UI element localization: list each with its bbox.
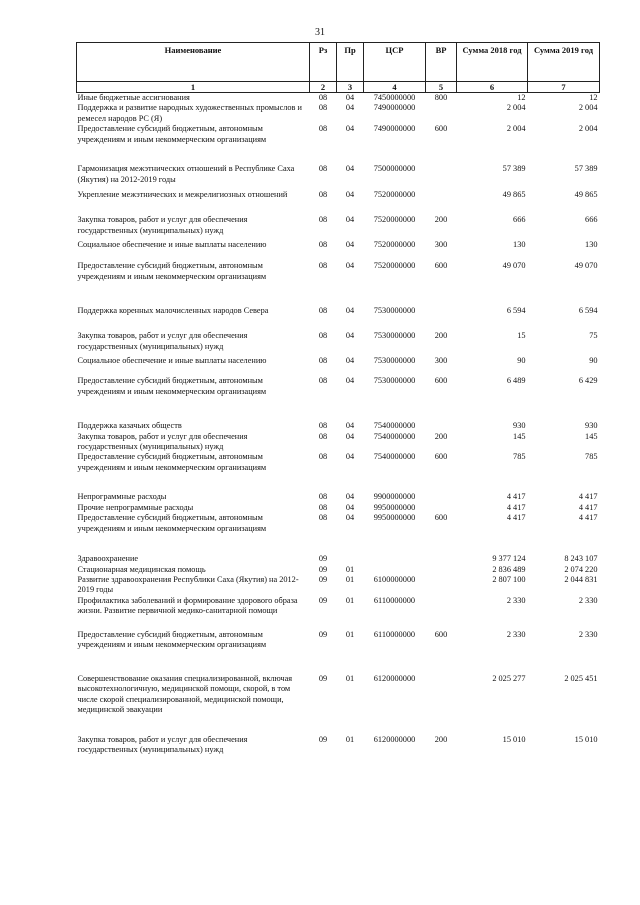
row-rz: 09	[318, 673, 328, 683]
table-row	[77, 513, 600, 554]
row-name: Развитие здравоохранения Республики Саха (Якутия) на 2012-2019 годы	[77, 575, 299, 595]
row-name: Закупка товаров, работ и услуг для обеспечения государственных (муниципальных) нужд	[77, 215, 248, 235]
row-name: Предоставление субсидий бюджетным, автономным учреждениям и иным некоммерческим организациям	[77, 124, 267, 144]
row-rz: 08	[318, 331, 328, 341]
row-pr: 04	[345, 513, 355, 523]
row-sum-2019: 930	[585, 421, 598, 431]
table-row	[77, 103, 600, 124]
table-row	[77, 306, 600, 331]
row-pr: 04	[345, 240, 355, 250]
table-row	[77, 376, 600, 421]
row-rz: 08	[318, 421, 328, 431]
row-csr: 6120000000	[373, 673, 416, 683]
column-number-row	[77, 82, 600, 93]
row-sum-2018: 57 389	[502, 164, 526, 174]
row-name: Иные бюджетные ассигнования	[77, 93, 190, 102]
row-pr: 04	[345, 431, 355, 441]
row-pr: 04	[345, 215, 355, 225]
column-number: 2	[310, 82, 337, 93]
row-vr: 200	[434, 431, 448, 441]
row-vr: 600	[434, 452, 448, 462]
row-rz: 08	[318, 452, 328, 462]
row-sum-2019: 2 330	[578, 629, 598, 639]
row-pr: 04	[345, 331, 355, 341]
row-pr: 04	[345, 124, 355, 134]
row-name: Укрепление межэтнических и межрелигиозных отношений	[77, 190, 288, 200]
row-rz: 08	[318, 240, 328, 250]
table-row	[77, 630, 600, 674]
table-row	[77, 735, 600, 765]
row-sum-2019: 4 417	[578, 513, 598, 523]
table-row	[77, 240, 600, 261]
row-rz: 08	[318, 103, 328, 113]
row-csr: 7520000000	[373, 190, 416, 200]
row-sum-2019: 2 025 451	[564, 673, 598, 683]
table-row	[77, 432, 600, 453]
row-sum-2019: 6 594	[578, 306, 598, 316]
row-pr: 01	[345, 595, 355, 605]
column-number: 4	[364, 82, 426, 93]
header-rz: Рз	[310, 43, 337, 82]
row-csr: 7530000000	[373, 331, 416, 341]
row-vr: 200	[434, 331, 448, 341]
table-row	[77, 565, 600, 575]
row-sum-2018: 12	[517, 93, 526, 102]
table-row	[77, 261, 600, 306]
row-csr	[364, 565, 426, 575]
row-csr: 7540000000	[373, 452, 416, 462]
row-sum-2019: 130	[585, 240, 598, 250]
row-pr: 04	[345, 103, 355, 113]
row-rz: 08	[318, 261, 328, 271]
row-name: Непрограммные расходы	[77, 492, 167, 502]
row-rz: 08	[318, 124, 328, 134]
row-pr: 01	[345, 564, 355, 574]
row-csr: 6120000000	[373, 734, 416, 744]
table-row	[77, 124, 600, 164]
row-csr: 7490000000	[373, 103, 416, 113]
table-header-row	[77, 43, 600, 82]
row-sum-2018: 15 010	[502, 734, 526, 744]
row-csr: 7520000000	[373, 261, 416, 271]
row-rz: 09	[318, 575, 328, 585]
row-vr	[426, 674, 457, 735]
row-pr: 04	[345, 356, 355, 366]
row-vr	[426, 565, 457, 575]
table-row	[77, 503, 600, 513]
row-vr: 200	[434, 734, 448, 744]
row-csr: 7500000000	[373, 164, 416, 174]
row-csr: 6110000000	[373, 595, 416, 605]
row-sum-2018: 666	[513, 215, 526, 225]
row-pr: 01	[345, 734, 355, 744]
row-rz: 09	[318, 629, 328, 639]
column-number: 1	[77, 82, 310, 93]
row-name: Социальное обеспечение и иные выплаты населению	[77, 240, 267, 250]
budget-table	[76, 42, 599, 765]
row-pr: 04	[345, 502, 355, 512]
table-row	[77, 452, 600, 492]
row-sum-2019: 15 010	[574, 734, 598, 744]
row-rz: 09	[318, 734, 328, 744]
table-row	[77, 93, 600, 104]
row-vr: 600	[434, 376, 448, 386]
header-vr: ВР	[426, 43, 457, 82]
row-vr	[426, 596, 457, 630]
row-sum-2018: 49 865	[502, 190, 526, 200]
row-sum-2019: 2 074 220	[564, 564, 598, 574]
header-pr: Пр	[337, 43, 364, 82]
row-csr: 7450000000	[373, 93, 416, 102]
row-sum-2018: 2 025 277	[492, 673, 526, 683]
row-sum-2018: 145	[513, 431, 526, 441]
row-csr: 9950000000	[373, 513, 416, 523]
row-rz: 08	[318, 215, 328, 225]
row-csr: 6100000000	[373, 575, 416, 585]
table-row	[77, 575, 600, 596]
column-number: 5	[426, 82, 457, 93]
table-row	[77, 492, 600, 502]
row-sum-2019: 2 004	[578, 103, 598, 113]
row-sum-2019: 2 004	[578, 124, 598, 134]
table-body	[77, 93, 600, 765]
row-rz: 09	[318, 595, 328, 605]
row-pr: 04	[345, 376, 355, 386]
row-pr: 01	[345, 629, 355, 639]
row-sum-2018: 930	[513, 421, 526, 431]
row-vr: 600	[434, 513, 448, 523]
row-sum-2018: 15	[517, 331, 526, 341]
row-vr	[426, 554, 457, 564]
row-vr	[426, 421, 457, 431]
row-name: Совершенствование оказания специализированной, включая высокотехнологичную, медицинской помощи, скорой, в том числе скорой специализированной, медицинской помощи, медицинской эвакуации	[77, 673, 293, 715]
row-sum-2018: 90	[517, 356, 526, 366]
row-rz: 08	[318, 164, 328, 174]
row-vr: 300	[434, 240, 448, 250]
row-name: Гармонизация межэтнических отношений в Республике Саха (Якутия) на 2012-2019 годы	[77, 164, 295, 184]
header-csr: ЦСР	[364, 43, 426, 82]
row-sum-2019: 49 865	[574, 190, 598, 200]
row-vr	[426, 164, 457, 190]
row-sum-2019: 666	[585, 215, 598, 225]
row-vr: 300	[434, 356, 448, 366]
row-vr	[426, 503, 457, 513]
row-csr: 9950000000	[373, 502, 416, 512]
header-sum-2019: Сумма 2019 год	[528, 43, 600, 82]
row-sum-2019: 75	[589, 331, 598, 341]
row-csr	[364, 554, 426, 564]
row-name: Прочие непрограммные расходы	[77, 502, 194, 512]
row-sum-2019: 145	[585, 431, 598, 441]
row-sum-2018: 6 489	[506, 376, 526, 386]
row-sum-2018: 9 377 124	[492, 554, 526, 564]
row-pr	[337, 554, 364, 564]
row-rz: 08	[318, 502, 328, 512]
row-name: Профилактика заболеваний и формирование здорового образа жизни. Развитие первичной медико-санитарной помощи	[77, 595, 298, 616]
row-sum-2018: 2 004	[506, 124, 526, 134]
row-csr: 9900000000	[373, 492, 416, 502]
row-name: Предоставление субсидий бюджетным, автономным учреждениям и иным некоммерческим организациям	[77, 261, 267, 281]
row-rz: 09	[318, 554, 328, 564]
row-sum-2018: 2 807 100	[492, 575, 526, 585]
row-csr: 7520000000	[373, 240, 416, 250]
table-row	[77, 421, 600, 431]
row-sum-2019: 2 330	[578, 595, 598, 605]
table-row	[77, 331, 600, 356]
row-pr: 01	[345, 575, 355, 585]
header-name: Наименование	[77, 43, 310, 82]
row-sum-2018: 2 330	[506, 629, 526, 639]
row-name: Предоставление субсидий бюджетным, автономным учреждениям и иным некоммерческим организациям	[77, 376, 267, 396]
row-name: Здравоохранение	[77, 554, 139, 564]
row-sum-2018: 4 417	[506, 502, 526, 512]
row-sum-2018: 2 004	[506, 103, 526, 113]
row-sum-2019: 785	[585, 452, 598, 462]
row-sum-2018: 130	[513, 240, 526, 250]
row-name: Стационарная медицинская помощь	[77, 564, 206, 574]
row-rz: 08	[318, 306, 328, 316]
row-sum-2019: 49 070	[574, 261, 598, 271]
row-csr: 6110000000	[373, 629, 416, 639]
column-number: 7	[528, 82, 600, 93]
row-sum-2019: 2 044 831	[564, 575, 598, 585]
row-sum-2018: 785	[513, 452, 526, 462]
row-name: Поддержка казачьих обществ	[77, 421, 182, 431]
table-row	[77, 674, 600, 735]
table-row	[77, 596, 600, 630]
table-row	[77, 190, 600, 215]
row-sum-2019: 8 243 107	[564, 554, 598, 564]
row-sum-2019: 12	[589, 93, 598, 102]
column-number: 3	[337, 82, 364, 93]
row-rz: 08	[318, 492, 328, 502]
row-name: Поддержка и развитие народных художественных промыслов и ремесел народов РС (Я)	[77, 103, 302, 123]
row-rz: 08	[318, 376, 328, 386]
row-sum-2019: 6 429	[578, 376, 598, 386]
row-csr: 7540000000	[373, 431, 416, 441]
row-name: Закупка товаров, работ и услуг для обеспечения государственных (муниципальных) нужд	[77, 431, 248, 452]
row-pr: 04	[345, 452, 355, 462]
row-rz: 09	[318, 564, 328, 574]
row-sum-2018: 4 417	[506, 513, 526, 523]
row-name: Поддержка коренных малочисленных народов Севера	[77, 306, 269, 316]
row-vr	[426, 190, 457, 215]
table-row	[77, 554, 600, 564]
row-sum-2018: 4 417	[506, 492, 526, 502]
row-pr: 04	[345, 421, 355, 431]
row-pr: 04	[345, 93, 355, 102]
row-pr: 04	[345, 164, 355, 174]
table-row	[77, 356, 600, 376]
row-pr: 01	[345, 673, 355, 683]
row-csr: 7520000000	[373, 215, 416, 225]
row-vr: 600	[434, 261, 448, 271]
row-sum-2019: 4 417	[578, 492, 598, 502]
column-number: 6	[457, 82, 528, 93]
row-csr: 7530000000	[373, 306, 416, 316]
row-vr	[426, 492, 457, 502]
row-rz: 08	[318, 513, 328, 523]
table-row	[77, 164, 600, 190]
row-vr: 800	[434, 93, 448, 102]
row-name: Предоставление субсидий бюджетным, автономным учреждениям и иным некоммерческим организациям	[77, 629, 267, 650]
row-csr: 7540000000	[373, 421, 416, 431]
row-csr: 7530000000	[373, 356, 416, 366]
row-sum-2019: 90	[589, 356, 598, 366]
row-pr: 04	[345, 306, 355, 316]
row-sum-2018: 2 330	[506, 595, 526, 605]
row-rz: 08	[318, 431, 328, 441]
row-name: Предоставление субсидий бюджетным, автономным учреждениям и иным некоммерческим организациям	[77, 452, 267, 472]
row-sum-2019: 57 389	[574, 164, 598, 174]
row-csr: 7530000000	[373, 376, 416, 386]
row-rz: 08	[318, 356, 328, 366]
page-number: 31	[315, 27, 325, 38]
row-sum-2018: 6 594	[506, 306, 526, 316]
row-vr: 600	[434, 629, 448, 639]
row-pr: 04	[345, 190, 355, 200]
row-name: Социальное обеспечение и иные выплаты населению	[77, 356, 267, 366]
row-vr	[426, 575, 457, 596]
header-sum-2018: Сумма 2018 год	[457, 43, 528, 82]
row-vr: 600	[434, 124, 448, 134]
row-vr	[426, 306, 457, 331]
row-rz: 08	[318, 93, 328, 102]
row-sum-2018: 49 070	[502, 261, 526, 271]
row-pr: 04	[345, 261, 355, 271]
table-row	[77, 215, 600, 240]
row-rz: 08	[318, 190, 328, 200]
row-name: Предоставление субсидий бюджетным, автономным учреждениям и иным некоммерческим организациям	[77, 513, 267, 533]
row-pr: 04	[345, 492, 355, 502]
row-sum-2018: 2 836 489	[492, 564, 526, 574]
row-csr: 7490000000	[373, 124, 416, 134]
row-vr	[426, 103, 457, 124]
row-sum-2019: 4 417	[578, 502, 598, 512]
row-name: Закупка товаров, работ и услуг для обеспечения государственных (муниципальных) нужд	[77, 734, 248, 755]
row-name: Закупка товаров, работ и услуг для обеспечения государственных (муниципальных) нужд	[77, 331, 248, 351]
row-vr: 200	[434, 215, 448, 225]
